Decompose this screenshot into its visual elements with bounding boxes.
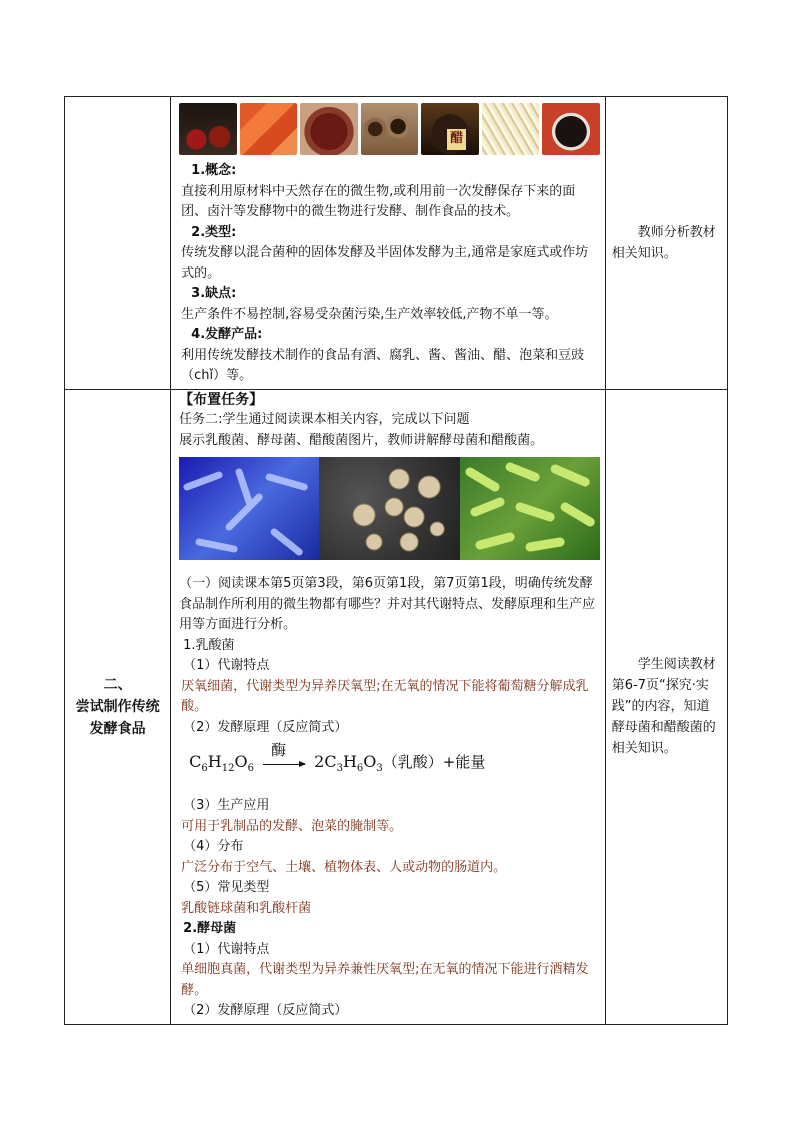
section-name: 尝试制作传统发酵食品 (75, 698, 160, 737)
formula-product-o: O (363, 752, 377, 771)
section-title: 3.缺点: (191, 286, 237, 301)
food-image-soy-sauce (361, 103, 419, 155)
student-note: 学生阅读教材第6-7页“探究·实践”的内容，知道酵母菌和醋酸菌的相关知识。 (611, 657, 716, 756)
lesson-plan-table (64, 96, 728, 1025)
section-number: 二、 (103, 676, 132, 693)
microbe-image-yeast (319, 457, 459, 560)
formula-sub: 12 (221, 763, 235, 775)
section-body: 传统发酵以混合菌种的固体发酵及半固体发酵为主,通常是家庭式或作坊式的。 (181, 245, 589, 281)
microbe-image-lactobacillus (179, 457, 319, 560)
subsection-body: 厌氧细菌，代谢类型为异养厌氧型;在无氧的情况下能将葡萄糖分解成乳酸。 (181, 678, 589, 714)
formula-sub: 6 (356, 763, 364, 775)
subsection-body: 可用于乳制品的发酵、泡菜的腌制等。 (181, 818, 403, 834)
lactobacillus-rods (179, 457, 319, 560)
microbe-image-acetobacter (460, 457, 600, 560)
formula-sub: 6 (247, 763, 254, 775)
formula-sub: 6 (201, 763, 208, 775)
right-note-cell (605, 389, 727, 1024)
formula-product-h: H (342, 752, 357, 771)
section-title: 2.类型: (191, 224, 237, 240)
subsection-title: （3）生产应用 (183, 798, 270, 813)
section-body: 利用传统发酵技术制作的食品有酒、腐乳、酱、酱油、醋、泡菜和豆豉（chǐ）等。 (181, 347, 585, 383)
task-line: 展示乳酸菌、酵母菌、醋酸菌图片，教师讲解酵母菌和醋酸菌。 (179, 432, 544, 448)
yeast-cells (319, 457, 459, 560)
content-cell-microbes (171, 389, 606, 1024)
vinegar-label: 醋 (447, 129, 466, 150)
microbe-title: 2.酵母菌 (183, 921, 237, 936)
left-cell-empty (65, 97, 171, 390)
subsection-title: （5）常见类型 (183, 880, 270, 895)
teacher-note: 教师分析教材相关知识。 (611, 224, 716, 261)
reaction-formula (179, 738, 600, 796)
reading-question: （一）阅读课本第5页第3段，第6页第1段，第7页第1段，明确传统发酵食品制作所利用的微生物都有哪些？并对其代谢特点、发酵原理和生产应用等方面进行分析。 (179, 576, 596, 632)
formula-product-suffix: （乳酸）+能量 (382, 753, 486, 771)
fermented-food-images (179, 103, 600, 155)
subsection-body: 广泛分布于空气、土壤、植物体表、人或动物的肠道内。 (181, 859, 507, 875)
food-image-vinegar (421, 103, 479, 155)
content-cell-traditional-fermentation (171, 97, 606, 390)
food-image-sauerkraut (482, 103, 540, 155)
table-row (65, 389, 728, 1024)
subsection-title: （1）代谢特点 (183, 941, 270, 957)
subsection-body: 乳酸链球菌和乳酸杆菌 (181, 900, 312, 916)
food-image-paste (300, 103, 358, 155)
microbe-images (179, 457, 600, 560)
arrow-icon (263, 764, 305, 765)
formula-reactant-c: C (189, 752, 202, 771)
subsection-title: （4）分布 (183, 839, 244, 854)
right-note-cell (605, 97, 727, 390)
section-title: 1.概念: (191, 163, 237, 178)
formula-sub: 3 (336, 763, 343, 775)
reaction-arrow (263, 741, 305, 763)
task-header: 【布置任务】 (179, 391, 264, 408)
food-image-jars (179, 103, 237, 155)
food-image-tofu (240, 103, 298, 155)
microbe-title: 1.乳酸菌 (183, 637, 235, 653)
acetobacter-rods (460, 457, 600, 560)
section-body: 生产条件不易控制,容易受杂菌污染,生产效率较低,产物不单一等。 (181, 306, 558, 322)
enzyme-label: 酶 (271, 741, 287, 759)
formula-reactant-h: H (207, 752, 222, 771)
section-title: 4.发酵产品: (191, 327, 263, 342)
subsection-body: 单细胞真菌，代谢类型为异养兼性厌氧型;在无氧的情况下能进行酒精发酵。 (181, 962, 589, 998)
left-cell-section (65, 389, 171, 1024)
table-row (65, 97, 728, 390)
section-body: 直接利用原材料中天然存在的微生物,或利用前一次发酵保存下来的面团、卤汁等发酵物中的微生物进行发酵、制作食品的技术。 (181, 183, 576, 219)
section-heading (65, 674, 170, 740)
subsection-title: （2）发酵原理（反应简式） (183, 719, 348, 735)
food-image-black-beans (542, 103, 600, 155)
formula-reactant-o: O (234, 752, 248, 771)
subsection-title: （1）代谢特点 (183, 658, 270, 673)
formula-product-c: 2C (314, 752, 337, 771)
task-line: 任务二:学生通过阅读课本相关内容，完成以下问题 (179, 412, 470, 427)
formula-sub: 3 (376, 763, 383, 775)
subsection-title: （2）发酵原理（反应简式） (183, 1003, 348, 1018)
